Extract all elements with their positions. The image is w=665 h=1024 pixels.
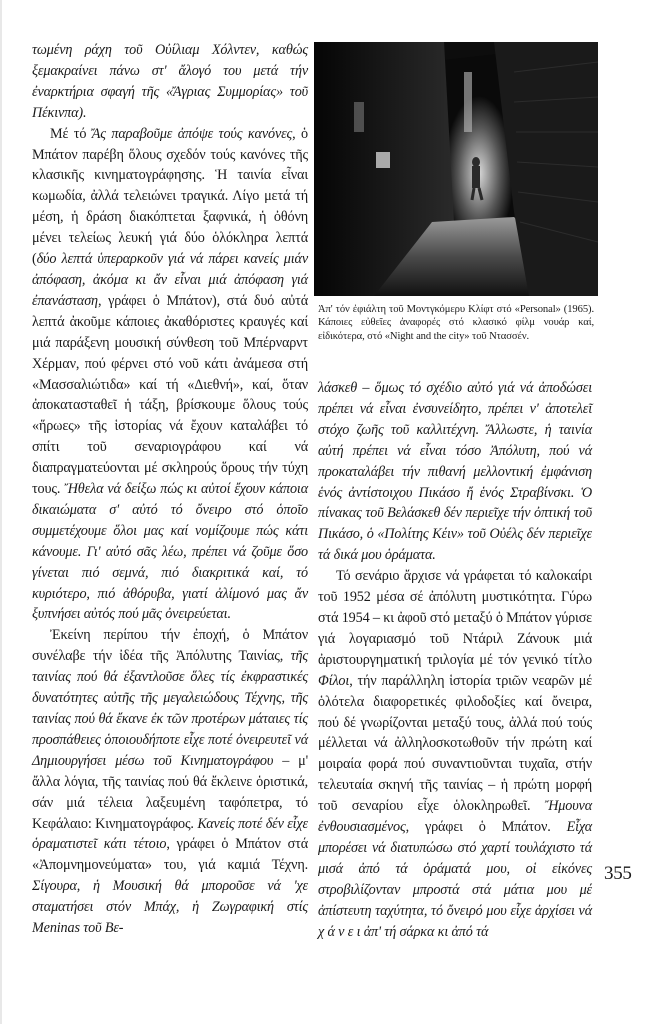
- italic-text-run: Σίγουρα, ἡ Μουσική θά μποροῦσε νά 'χε σταματήσει στόν Μπάχ, ἡ Ζωγραφική στίς Meninas τοῦ Βε-: [32, 878, 308, 937]
- paragraph: [32, 625, 308, 939]
- text-run: , ὁ Μπάτον παρέβη ὅλους σχεδόν τούς κανόνες τῆς κλασικῆς κινηματογράφησης. Ἡ ταινία εἶναι κωμωδία, ἀλλά τελειώνει τραγικά. Λίγο μετά τή μέση, ἡ δράση διακόπτεται ξαφνικά, ἡ ὀθόνη μένει τελείως λευκή γιά δύο ὁλόκληρα λεπτά (: [32, 125, 308, 268]
- italic-text-run: Φίλοι: [318, 672, 350, 689]
- italic-text-run: δύο λεπτά ὑπεραρκοῦν γιά νά πάρει κανείς μιάν ἀπόφαση, ἀκόμα κι ἄν εἶναι μιά ἀπόφαση γιά ἐπανάσταση: [32, 251, 308, 309]
- paragraph: [32, 40, 308, 124]
- italic-text-run: λάσκεθ – ὅμως τό σχέδιο αὐτό γιά νά ἀποδώσει πρέπει νά εἶναι ἐνσυνείδητο, πρέπει ν' ἀποτελεῖ στόχο ζωῆς τοῦ καλλιτέχνη. Ἄλλωστε, ἡ ταινία αὐτή πρέπει νά εἶναι τόσο Ἀπόλυτη, πού νά προκαταλάβει τήν πιθανή μελλοντική ἐμφάνιση ἑνός ἀντίστοιχου Πικάσο ἤ ἑνός Στραβίνσκι. Ὁ πίνακας τοῦ Βελάσκεθ δέν περιεῖχε τήν ὀπτική τοῦ Πικάσο, ὁ «Πολίτης Κέιν» τοῦ Οὐέλς δέν περιεῖχε τά δικά μου ὁράματα.: [318, 380, 592, 564]
- paragraph: [32, 124, 308, 626]
- text-run: Ἐκείνη περίπου τήν ἐποχή, ὁ Μπάτον συνέλαβε τήν ἰδέα τῆς Ἀπόλυτης Ταινίας,: [32, 627, 308, 665]
- alley-night-image: [314, 42, 598, 296]
- right-text-column: [318, 378, 592, 942]
- italic-text-run: Εἶχα μπορέσει νά διατυπώσω στό χαρτί τουλάχιστο τά μισά ἀπό τά ὁράματά μου, οἱ εἰκόνες στροβιλίζονταν μπροστά στά μάτια μου μέ ἀπίστευτη ταχύτητα, τό ὄνειρό μου εἶχε ἀρχίσει νά χ ά ν ε ι ἀπ' τή σάρκα κι ἀπό τά: [318, 819, 592, 940]
- italic-text-run: Κανείς ποτέ δέν εἶχε ὁραματιστεῖ κάτι τέτοιο: [32, 815, 308, 853]
- italic-text-run: τωμένη ράχη τοῦ Οὐίλιαμ Χόλντεν, καθώς ξεμακραίνει πάνω στ' ἄλογό του μετά τήν ἐναρκτήρια σφαγή τῆς «Ἄγριας Συμμορίας» τοῦ Πέκινπα).: [32, 42, 308, 121]
- text-run: , τήν παράλληλη ἱστορία τριῶν νεαρῶν μέ ὁλότελα διαφορετικές φιλοδοξίες καί ὄνειρα, πού δέ γνωρίζονται μεταξύ τους, ἀλλά πού τούς μέλλεται νά ἀλληλοσκοτωθοῦν τήν πρώτη καί μοιραία φορά πού συναντιοῦνται τυχαῖα, στήν τελευταία σκηνή τῆς ταινίας – ἡ πρώτη μορφή τοῦ σεναρίου εἶχε ὁλοκληρωθεῖ.: [318, 672, 592, 815]
- film-still-photo: [314, 42, 598, 296]
- text-run: Μέ τό: [50, 125, 92, 142]
- gutter-shadow: [0, 0, 2, 1024]
- text-run: Τό σενάριο ἄρχισε νά γράφεται τό καλοκαίρι τοῦ 1952 μέσα σέ ἀπόλυτη μυστικότητα. Γύρω στά 1954 – κι ἀφοῦ στό μεταξύ ὁ Μπάτον γύρισε γιά λογαριασμό τοῦ Ντάριλ Ζάνουκ μιά ἀριστουργηματική τριλογία μέ τόν γενικό τίτλο: [318, 568, 592, 668]
- italic-text-run: Ἤμουνα ἐνθουσιασμένος: [318, 798, 592, 836]
- photo-caption: Ἀπ' τόν ἐφιάλτη τοῦ Μοντγκόμερυ Κλίφτ στό «Personal» (1965). Κάποιες εὐθεῖες ἀναφορές στό κλασικό φίλμ νουάρ καί, εἰδικότερα, στό «Night and the city» τοῦ Ντασσέν.: [318, 304, 594, 342]
- text-run: , γράφει ὁ Μπάτον.: [405, 819, 567, 836]
- left-text-column: [32, 40, 308, 939]
- paragraph: [318, 566, 592, 942]
- text-run: – μ' ἄλλα λόγια, τῆς ταινίας πού θά ἔκλεινε ὁριστικά, σάν μιά τέλεια λαξευμένη ταφόπετρα, τό Κεφάλαιο: Κινηματογράφος.: [32, 752, 309, 832]
- italic-text-run: Ἤθελα νά δείξω πώς κι αὐτοί ἔχουν κάποια δικαιώματα σ' αὐτό τό ὄνειρο στό ὁποῖο συμμετέχουμε ὅλοι μας καί νομίζουμε πώς κάτι κάνουμε. Γι' αὐτό σᾶς λέω, πρέπει νά ζοῦμε ὅσο γίνεται πιό σεμνά, πιό διακριτικά καί, τό κυριότερο, πιό ἀθόρυβα, γιατί ἀλίμονό μας ἄν ξυπνήσει αὐτός πού μᾶς ὀνειρεύεται.: [32, 481, 308, 623]
- italic-text-run: τῆς ταινίας πού θά ἐξαντλοῦσε ὅλες τίς ἐκφραστικές δυνατότητες αὐτῆς τῆς μεγαλειώδους Τέχνης, τῆς ταινίας πού θά ἔκανε ἐκ τῶν προτέρων μάταιες τίς προσπάθειες ὁποιουδήποτε εἶχε ποτέ ὀνειρευτεῖ νά Δημιουργήσει μέσω τοῦ Κινηματογράφου: [32, 648, 308, 769]
- page-number: 355: [604, 863, 632, 884]
- italic-text-run: Ἄς παραβοῦμε ἀπόψε τούς κανόνες: [91, 125, 293, 142]
- text-run: , γράφει ὁ Μπάτον στά «Ἀπομνημονεύματα» του, γιά καμιά Τέχνη.: [32, 836, 308, 874]
- text-run: , γράφει ὁ Μπάτον), στά δυό αὐτά λεπτά ἀκοῦμε κάποιες ἀκαθόριστες κραυγές καί μιά παράξενη μουσική σύνθεση τοῦ Μπέρναρντ Χέρμαν, πού φέρνει στό νοῦ κάτι ἀνάμεσα στή «Μασσαλιώτιδα» καί τή «Διεθνή», καί, ὅταν ἀποκατασταθεῖ ἡ τάξη, βρίσκουμε ὅλους τούς «ἥρωες» τῆς ἱστορίας νά ἔχουν καταλάβει τό σπίτι τοῦ σεναριογράφου καί νά διαπραγματεύονται μέ σκληρούς ὅρους τήν τύχη τους.: [32, 292, 308, 498]
- paragraph: [318, 378, 592, 566]
